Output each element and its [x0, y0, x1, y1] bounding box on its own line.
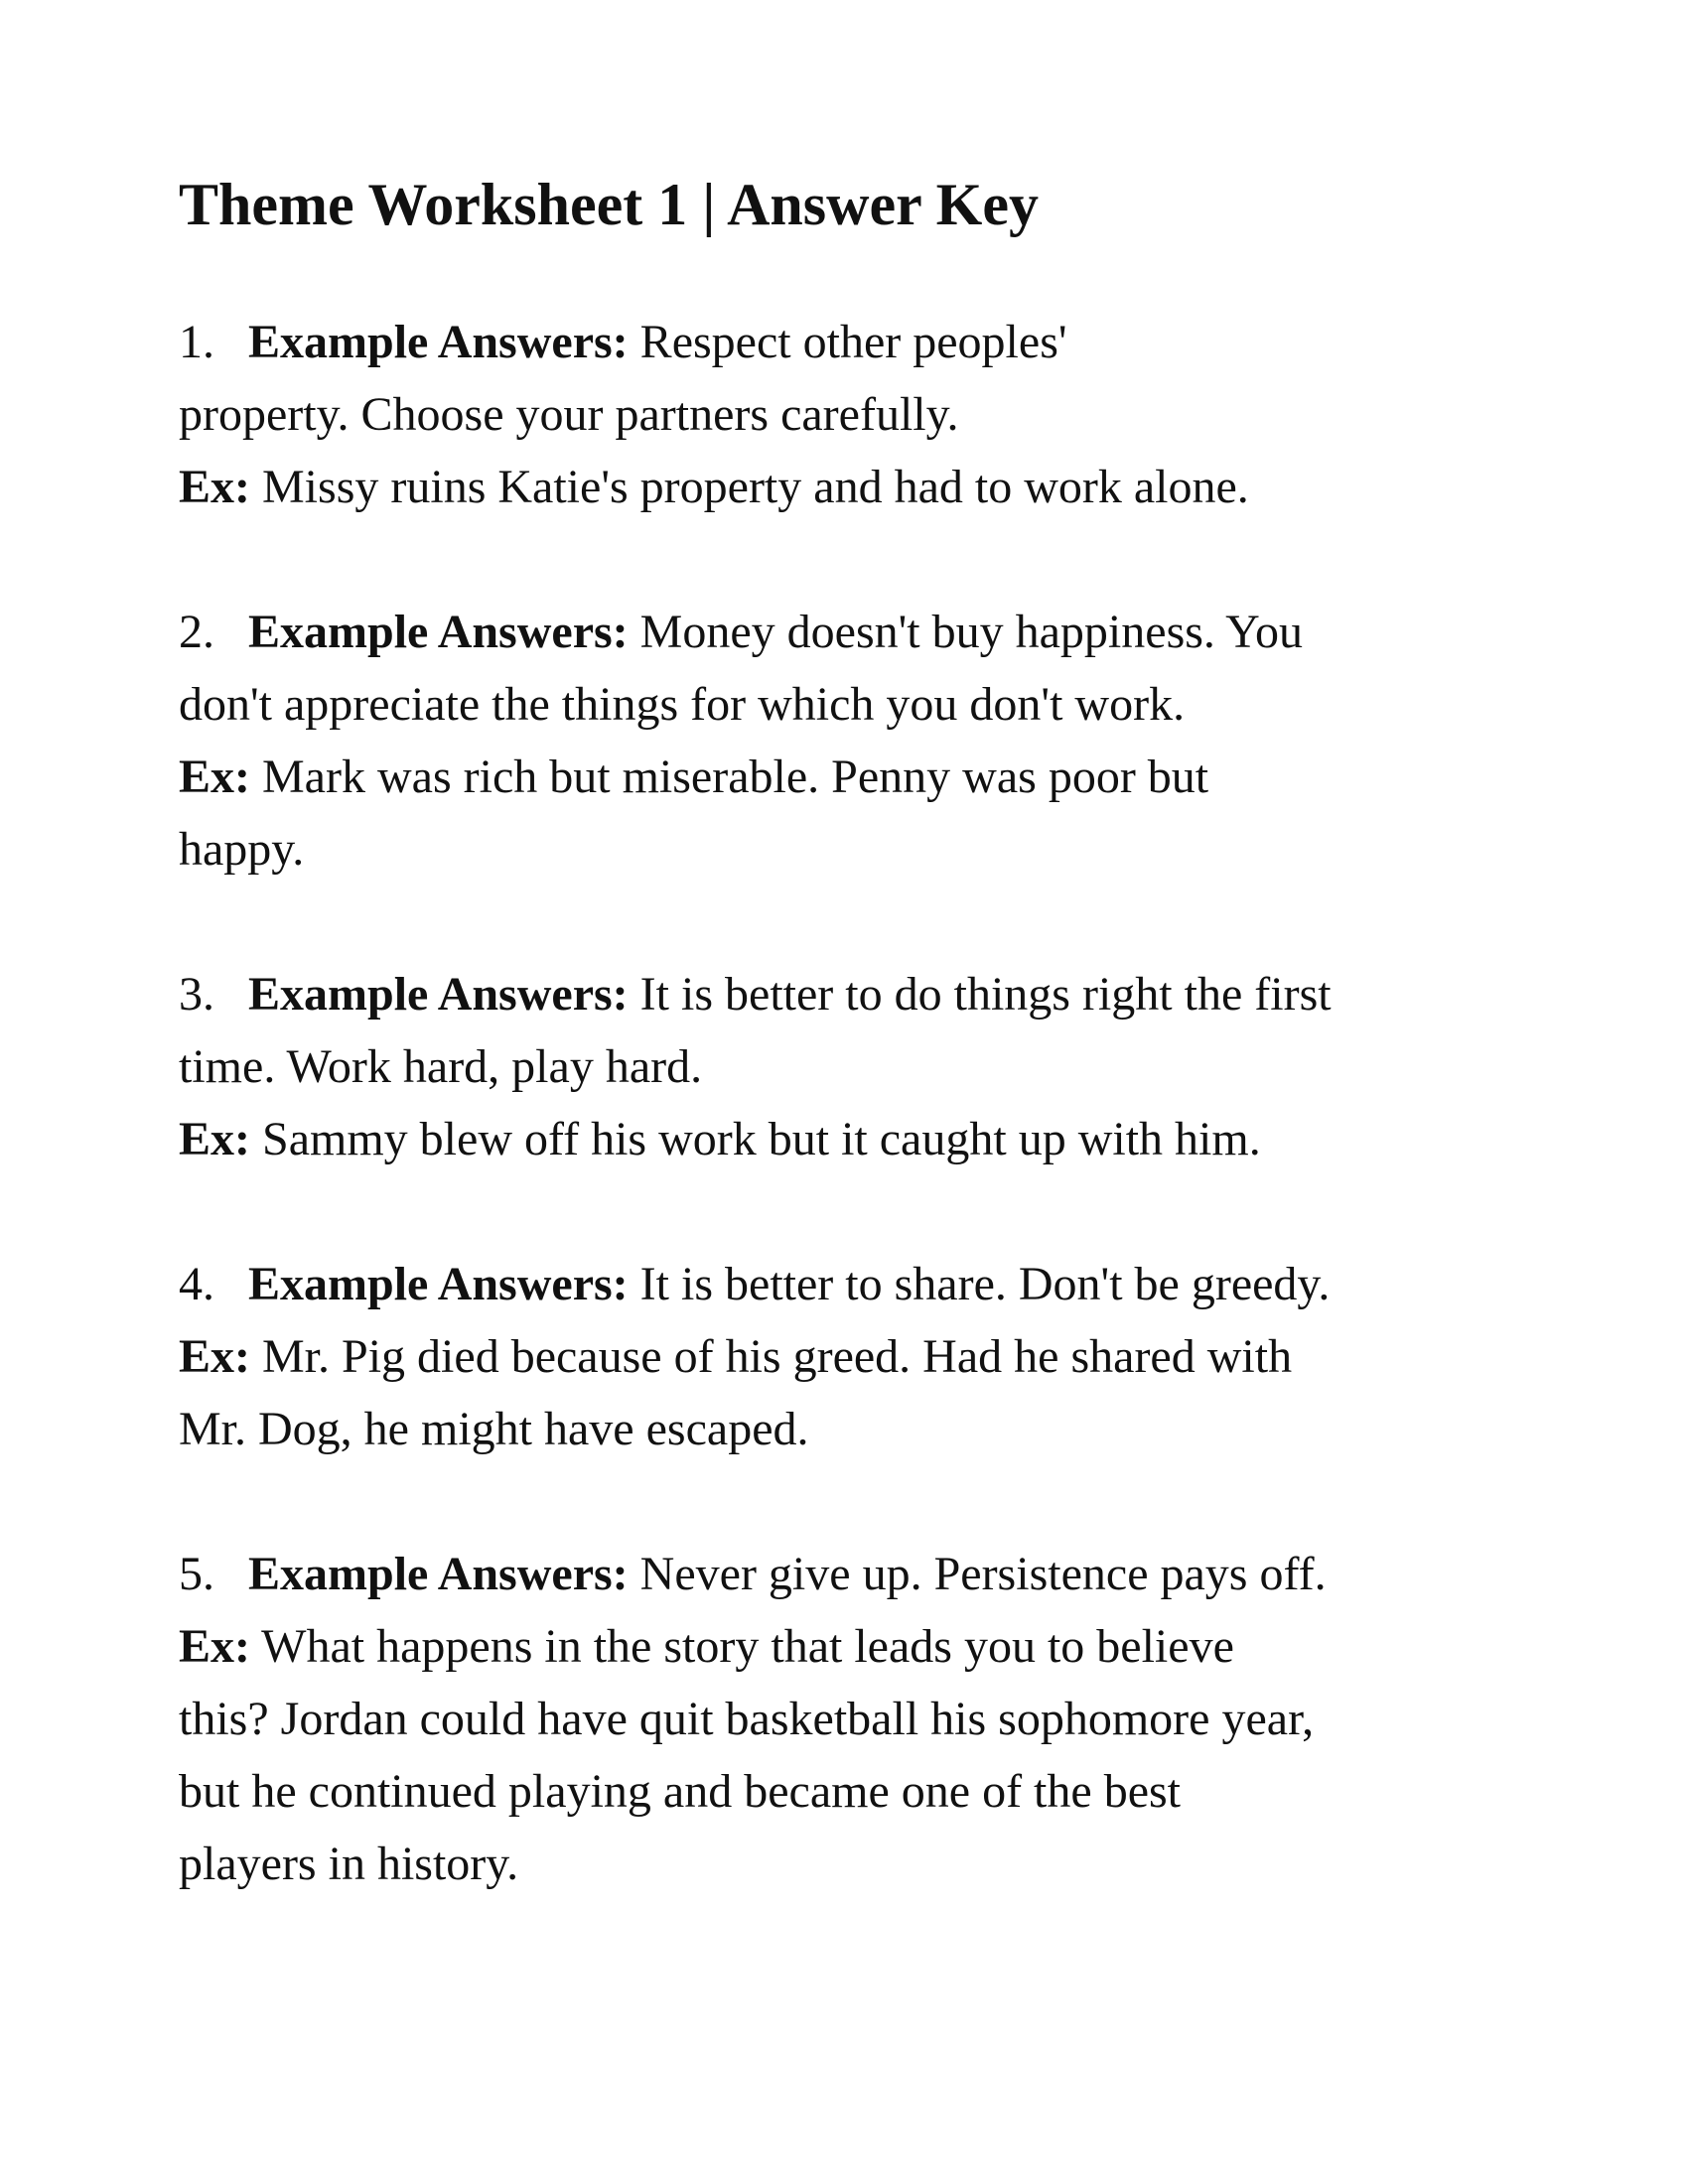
- answer-number: 5.: [179, 1548, 214, 1600]
- answer-first-line: [179, 306, 1529, 378]
- answer-item-5: [179, 1538, 1529, 1900]
- example-first-line: [179, 451, 1529, 523]
- answer-text: property. Choose your partners carefully.: [179, 388, 959, 441]
- answer-text: It is better to share. Don't be greedy.: [639, 1258, 1331, 1310]
- example-answers-label: Example Answers:: [248, 316, 629, 368]
- answer-text: It is better to do things right the first: [639, 968, 1332, 1021]
- answer-first-line: [179, 958, 1529, 1030]
- example-text: players in history.: [179, 1838, 519, 1890]
- answer-text: time. Work hard, play hard.: [179, 1040, 703, 1093]
- ex-label: Ex:: [179, 751, 250, 803]
- ex-label: Ex:: [179, 1113, 250, 1165]
- answer-item-3: [179, 958, 1529, 1175]
- answer-text: Money doesn't buy happiness. You: [639, 606, 1304, 658]
- answer-item-2: [179, 596, 1529, 886]
- example-answers-label: Example Answers:: [248, 968, 629, 1021]
- answer-number: 3.: [179, 968, 214, 1021]
- answer-first-line: [179, 596, 1529, 668]
- example-text: Mr. Dog, he might have escaped.: [179, 1403, 809, 1455]
- example-text: What happens in the story that leads you to believe: [261, 1620, 1234, 1673]
- example-text: but he continued playing and became one of the best: [179, 1765, 1182, 1818]
- example-answers-label: Example Answers:: [248, 1258, 629, 1310]
- example-text: Sammy blew off his work but it caught up with him.: [262, 1113, 1261, 1165]
- example-text: Missy ruins Katie's property and had to work alone.: [262, 461, 1249, 513]
- answer-first-line: [179, 1538, 1529, 1610]
- example-first-line: [179, 1610, 1529, 1683]
- ex-label: Ex:: [179, 1330, 250, 1383]
- example-answers-label: Example Answers:: [248, 606, 629, 658]
- answer-first-line: [179, 1248, 1529, 1320]
- example-first-line: [179, 1103, 1529, 1175]
- answer-item-4: [179, 1248, 1529, 1465]
- answer-item-1: [179, 306, 1529, 523]
- answer-number: 2.: [179, 606, 214, 658]
- example-text: happy.: [179, 823, 305, 876]
- answer-text: Respect other peoples': [639, 316, 1067, 368]
- example-first-line: [179, 1320, 1529, 1393]
- answer-number: 4.: [179, 1258, 214, 1310]
- example-text: Mr. Pig died because of his greed. Had he shared with: [262, 1330, 1293, 1383]
- ex-label: Ex:: [179, 461, 250, 513]
- ex-label: Ex:: [179, 1620, 250, 1673]
- worksheet-page: [179, 169, 1529, 1973]
- answer-text: don't appreciate the things for which you don't work.: [179, 678, 1186, 731]
- example-first-line: [179, 741, 1529, 813]
- example-text: Mark was rich but miserable. Penny was poor but: [262, 751, 1209, 803]
- answer-number: 1.: [179, 316, 214, 368]
- page-title: Theme Worksheet 1 | Answer Key: [179, 172, 1039, 237]
- answer-text: Never give up. Persistence pays off.: [639, 1548, 1327, 1600]
- example-answers-label: Example Answers:: [248, 1548, 629, 1600]
- example-text: this? Jordan could have quit basketball his sophomore year,: [179, 1693, 1315, 1745]
